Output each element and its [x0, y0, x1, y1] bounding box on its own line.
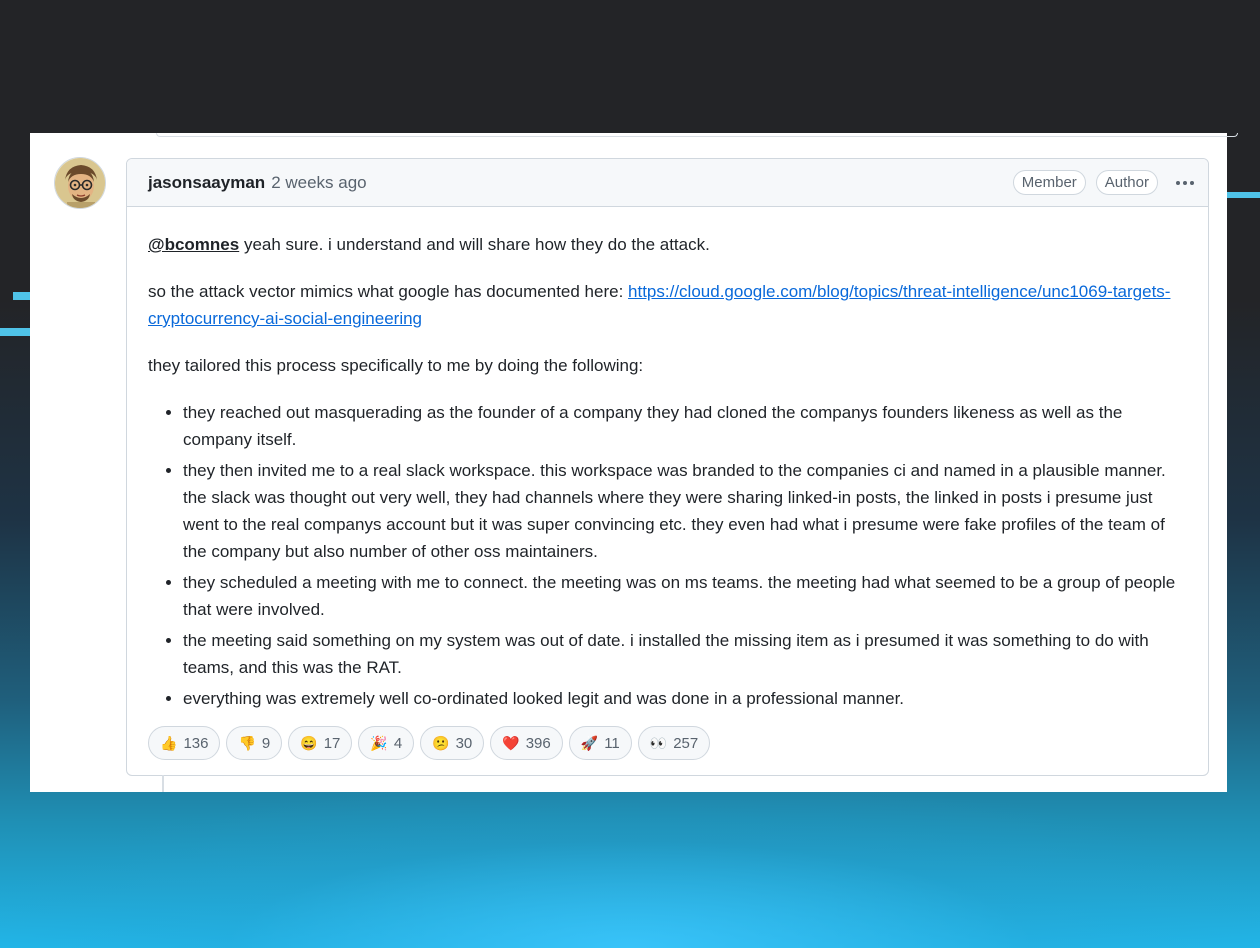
- list-item: • they reached out masquerading as the founder of a company they had cloned the companys founders likeness as well as the company itself.: [183, 399, 1187, 453]
- heart-icon: ❤️: [502, 734, 520, 751]
- rocket-icon: 🚀: [580, 734, 599, 751]
- decor-line-left-2: [0, 328, 31, 336]
- author-name[interactable]: jasonsaayman: [148, 172, 266, 192]
- reaction-confused[interactable]: [420, 726, 484, 760]
- body-text: yeah sure. i understand and will share how they do the attack.: [239, 235, 710, 254]
- reaction-heart[interactable]: [490, 726, 562, 760]
- body-line-3: they tailored this process specifically to me by doing the following:: [148, 356, 644, 375]
- reaction-thumbs-down[interactable]: [226, 726, 282, 760]
- timeline-line: [162, 775, 164, 792]
- comment-timestamp[interactable]: 2 weeks ago: [271, 172, 367, 192]
- reaction-eyes[interactable]: [638, 726, 710, 760]
- background-glow: [0, 780, 1260, 948]
- list-item: • everything was extremely well co-ordinated looked legit and was done in a professional manner.: [183, 685, 1187, 712]
- reaction-count: 11: [604, 734, 620, 752]
- decor-line-right: [1227, 192, 1260, 198]
- user-mention-link[interactable]: @bcomnes: [148, 235, 240, 254]
- reactions-bar: [127, 726, 1208, 760]
- comment-card: [30, 133, 1227, 792]
- thumbs-up-icon: 👍: [160, 734, 178, 751]
- hooray-icon: 🎉: [370, 734, 388, 751]
- reaction-count: 4: [393, 734, 403, 752]
- reaction-count: 396: [525, 734, 551, 752]
- reaction-count: 136: [183, 734, 209, 752]
- comment-box: [126, 158, 1209, 776]
- list-item: • the meeting said something on my system was out of date. i installed the missing item as i presumed it was something to do with teams, and this was the RAT.: [183, 627, 1187, 681]
- reaction-rocket[interactable]: [569, 726, 632, 760]
- decor-line-left-1: [13, 292, 31, 300]
- reaction-count: 9: [261, 734, 271, 752]
- body-text: so the attack vector mimics what google has documented here:: [148, 282, 629, 301]
- reaction-hooray[interactable]: [358, 726, 414, 760]
- previous-comment-edge: [156, 133, 1238, 137]
- thumbs-down-icon: 👎: [238, 734, 256, 751]
- confused-icon: 😕: [432, 734, 450, 751]
- list-item: • they then invited me to a real slack workspace. this workspace was branded to the companies ci and named in a plausible manner. the slack was thought out very well, they had channels where they were sharing linked-in posts, the linked in posts i presume just went to the real companys account but it was super convincing etc. they even had what i presume were fake profiles of the team of the company but also number of other oss maintainers.: [183, 457, 1187, 565]
- comment-body: [127, 207, 1208, 712]
- body-line-1: [148, 231, 1187, 258]
- comment-header: [127, 159, 1208, 207]
- attack-steps-list: [148, 399, 1187, 712]
- reaction-count: 257: [673, 734, 699, 752]
- avatar-icon: [55, 158, 106, 209]
- reaction-count: 17: [323, 734, 341, 752]
- member-badge: Member: [1013, 170, 1086, 195]
- author-badge: Author: [1096, 170, 1158, 195]
- more-options-icon[interactable]: [1172, 177, 1198, 189]
- list-item: • they scheduled a meeting with me to connect. the meeting was on ms teams. the meeting had what seemed to be a group of people that were involved.: [183, 569, 1187, 623]
- eyes-icon: 👀: [649, 734, 668, 751]
- reaction-thumbs-up[interactable]: [148, 726, 220, 760]
- reaction-laugh[interactable]: [288, 726, 352, 760]
- body-line-2: [148, 278, 1187, 332]
- reaction-count: 30: [455, 734, 473, 752]
- laugh-icon: 😄: [300, 734, 318, 751]
- avatar[interactable]: [54, 157, 106, 209]
- google-blog-link[interactable]: https://cloud.google.com/blog/topics/threat-intelligence/unc1069-targets-cryptocurrency-ai-social-engineering: [148, 282, 1171, 328]
